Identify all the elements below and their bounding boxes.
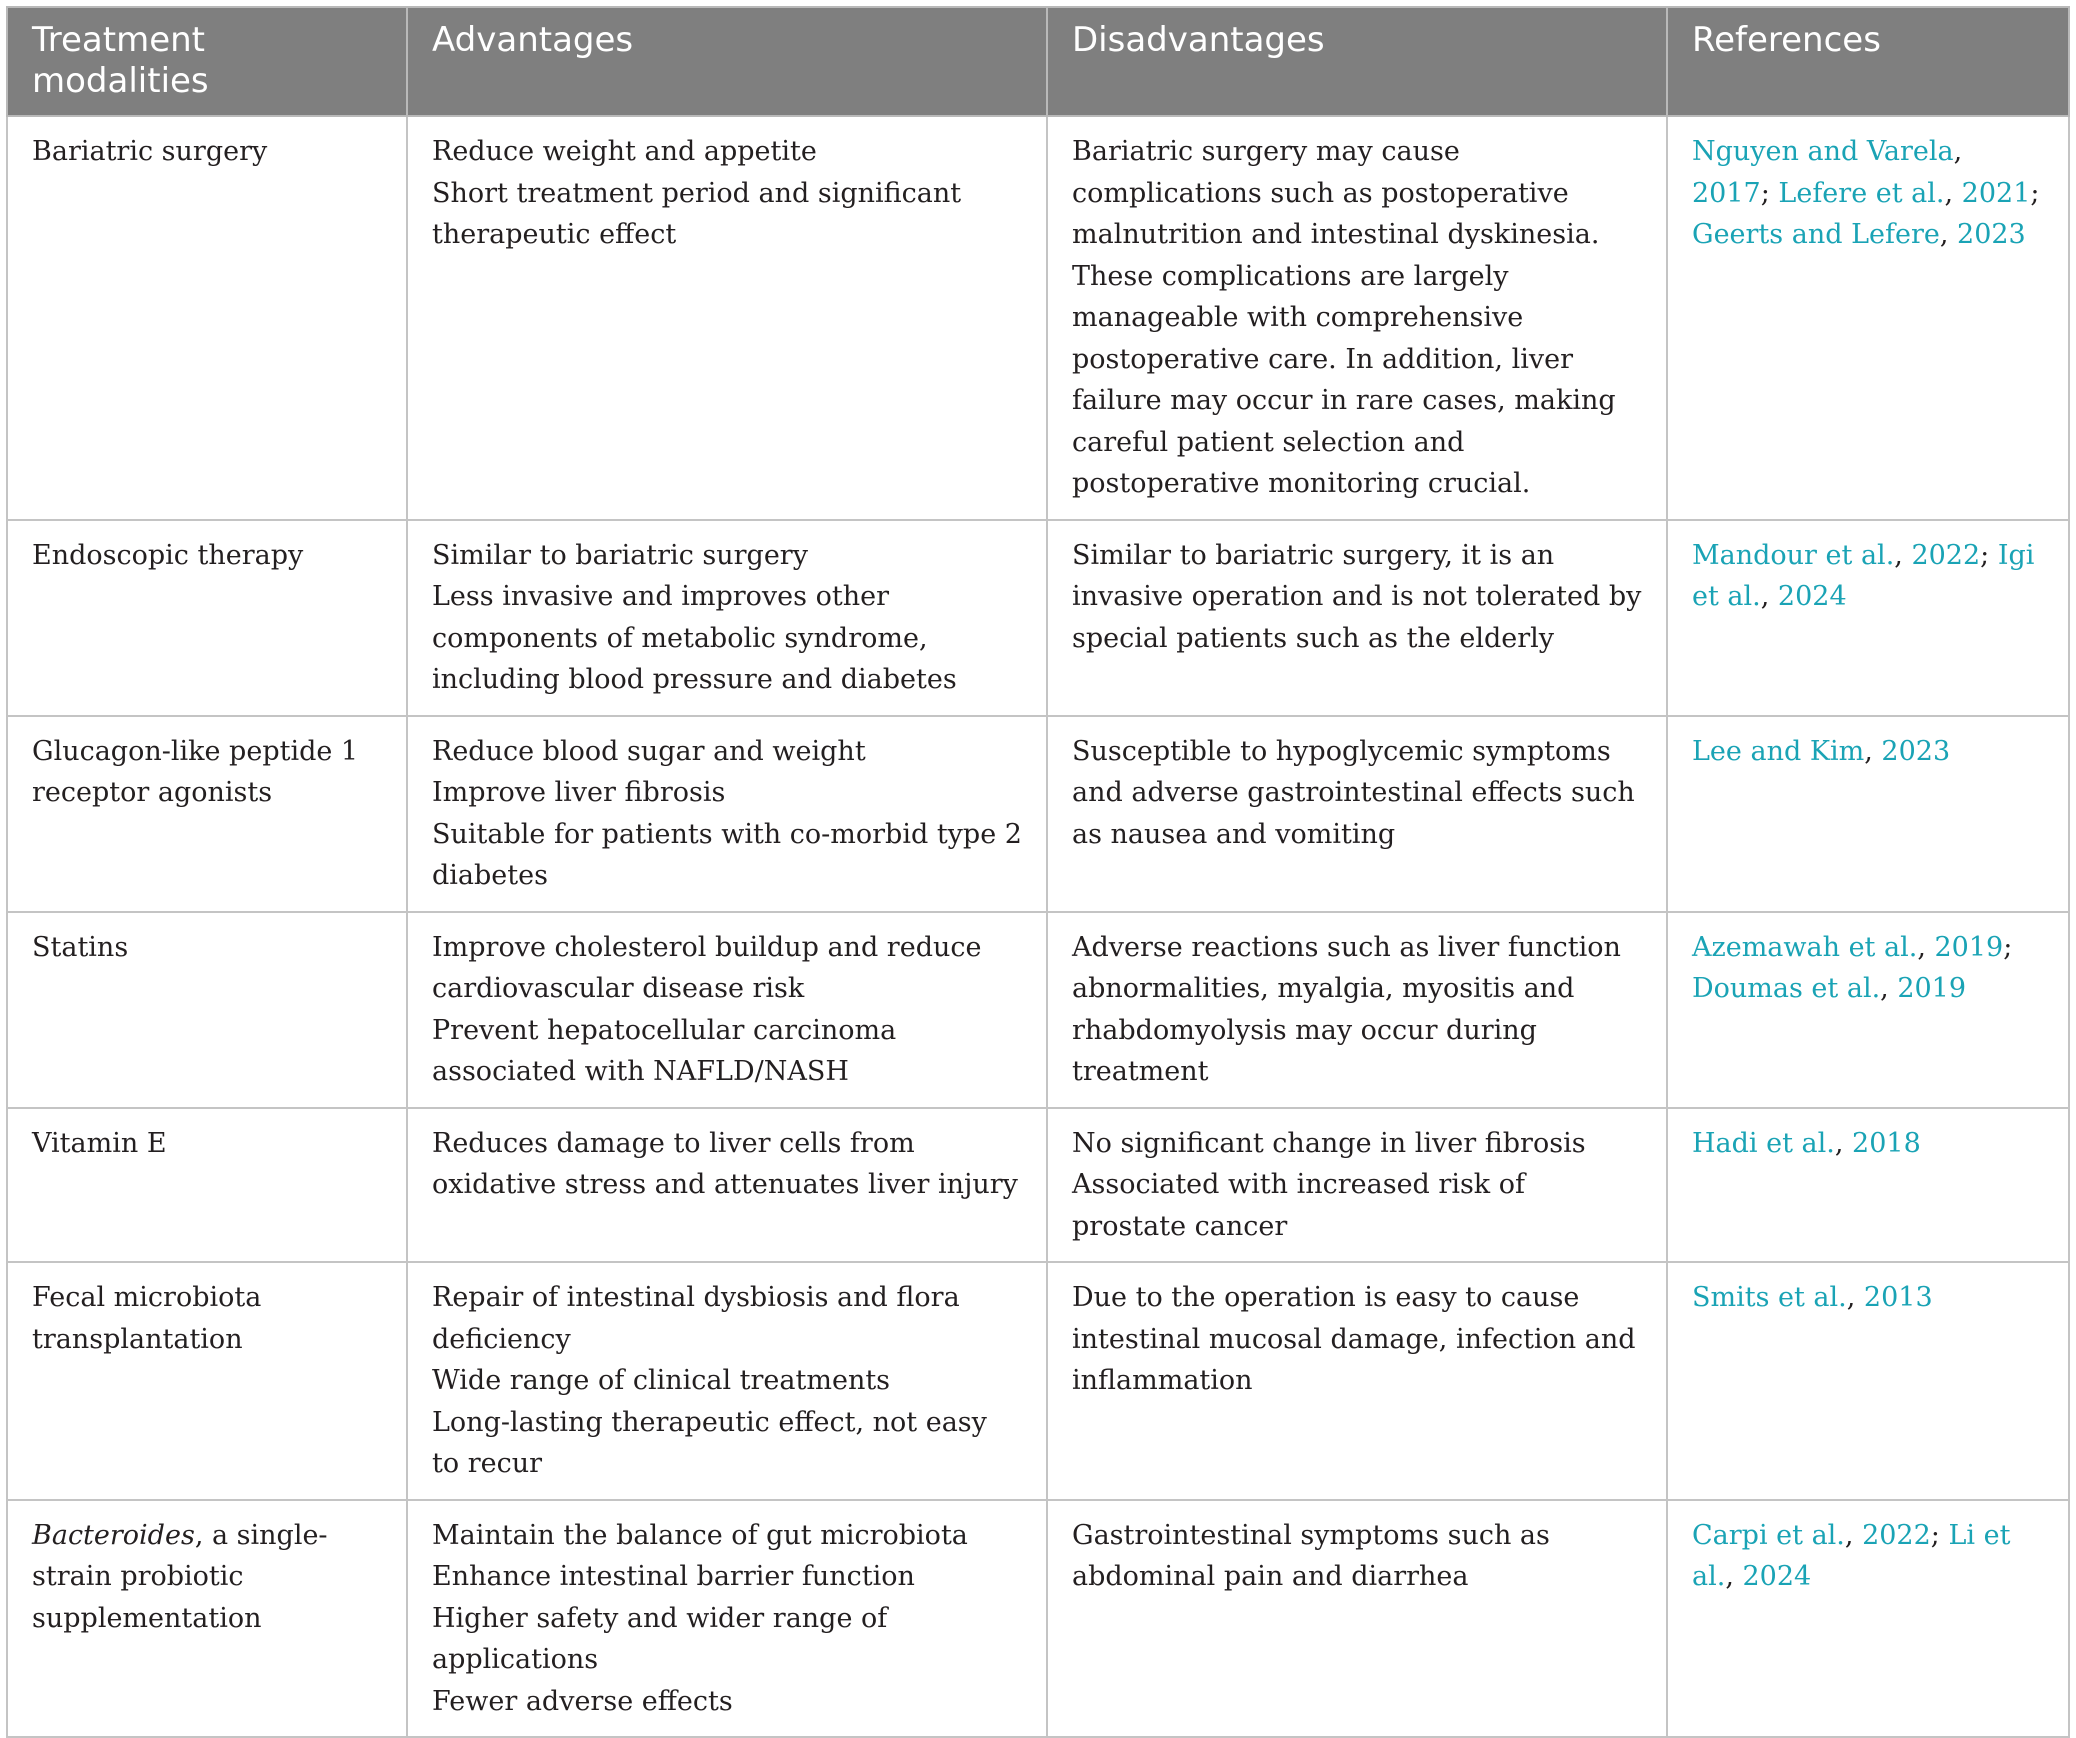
reference-year-link[interactable]: 2013 [1863,1282,1933,1313]
reference-year-link[interactable]: 2019 [1897,973,1967,1004]
cell-treatment-modality [7,716,407,912]
reference-year-link[interactable]: 2024 [1777,581,1847,612]
cell-treatment-modality [7,520,407,716]
cell-treatment-modality [7,116,407,520]
cell-treatment-modality [7,1500,407,1738]
treatment-table [6,6,2070,1738]
advantage-item: Fewer adverse effects [432,1685,733,1717]
cell-treatment-modality [7,912,407,1108]
cell-advantages [407,116,1047,520]
reference-year-link[interactable]: 2023 [1881,735,1951,767]
advantage-item: Enhance intestinal barrier function [432,1561,915,1592]
disadvantage-item: Gastrointestinal symptoms such as abdominal pain and diarrhea [1072,1519,1550,1592]
reference-author-link[interactable]: Geerts and Lefere [1692,219,1940,250]
treatment-table-container [6,6,2068,1738]
advantage-item: Less invasive and improves other components of metabolic syndrome, including blood pressure and diabetes [432,581,957,695]
advantage-item: Similar to bariatric surgery [432,539,808,571]
disadvantage-item: Due to the operation is easy to cause intestinal mucosal damage, infection and inflammation [1072,1282,1636,1396]
advantage-item: Improve liver fibrosis [432,777,726,808]
table-row [7,1500,2069,1738]
modality-text: Endoscopic therapy [32,539,304,571]
header-treatment-modalities: Treatment modalities [7,7,407,116]
cell-references: Azemawah et al., 2019; Doumas et al., 2019 [1667,912,2069,1108]
cell-disadvantages [1047,1108,1667,1263]
reference-year-link[interactable]: 2021 [1961,177,2031,209]
table-row [7,716,2069,912]
reference-year-link[interactable]: 2023 [1957,219,2026,250]
cell-references: Mandour et al., 2022; Igi et al., 2024 [1667,520,2069,716]
header-disadvantages: Disadvantages [1047,7,1667,116]
cell-disadvantages [1047,116,1667,520]
cell-advantages [407,1500,1047,1738]
cell-disadvantages [1047,520,1667,716]
advantage-item: Long-lasting therapeutic effect, not easy to recur [432,1406,987,1479]
cell-references: Hadi et al., 2018 [1667,1108,2069,1263]
advantage-item: Short treatment period and significant therapeutic effect [432,177,962,250]
reference-author-link[interactable]: Azemawah et al. [1692,931,1918,963]
cell-advantages [407,1108,1047,1263]
reference-year-link[interactable]: 2019 [1934,931,2004,963]
disadvantage-item: Similar to bariatric surgery, it is an invasive operation and is not tolerated by special patients such as the elderly [1072,539,1642,654]
advantage-item: Suitable for patients with co-morbid type 2 diabetes [432,818,1022,891]
cell-disadvantages [1047,1262,1667,1500]
disadvantage-item: Associated with increased risk of prostate cancer [1072,1169,1526,1242]
table-row [7,520,2069,716]
reference-author-link[interactable]: Lefere et al. [1778,177,1945,209]
advantage-item: Reduces damage to liver cells from oxidative stress and attenuates liver injury [432,1127,1018,1200]
cell-disadvantages [1047,716,1667,912]
disadvantage-item: No significant change in liver fibrosis [1072,1127,1586,1159]
reference-author-link[interactable]: Mandour et al. [1692,539,1895,571]
advantage-item: Higher safety and wider range of applications [432,1602,888,1675]
reference-author-link[interactable]: Igi et al. [1692,539,2035,612]
modality-text: Statins [32,931,129,963]
table-row [7,1108,2069,1263]
reference-author-link[interactable]: Li et al. [1692,1519,2011,1592]
modality-text: Vitamin E [32,1127,167,1159]
reference-year-link[interactable]: 2018 [1852,1127,1921,1159]
disadvantage-item: Bariatric surgery may cause complications such as postoperative malnutrition and intestinal dyskinesia. These complications are largely manageable with comprehensive postoperative care. In addition, liver failure may occur in rare cases, making careful patient selection and postoperative monitoring crucial. [1072,136,1616,499]
reference-year-link[interactable]: 2022 [1862,1519,1931,1551]
table-row [7,1262,2069,1500]
reference-author-link[interactable]: Hadi et al. [1692,1127,1835,1159]
modality-text: Bariatric surgery [32,136,268,167]
reference-author-link[interactable]: Smits et al. [1692,1282,1847,1313]
reference-year-link[interactable]: 2024 [1742,1561,1812,1592]
cell-disadvantages [1047,1500,1667,1738]
header-advantages: Advantages [407,7,1047,116]
modality-text: Glucagon-like peptide 1 receptor agonists [32,735,359,808]
advantage-item: Maintain the balance of gut microbiota [432,1519,968,1551]
modality-text: Fecal microbiota transplantation [32,1282,262,1355]
table-row [7,912,2069,1108]
advantage-item: Wide range of clinical treatments [432,1365,891,1396]
table-row [7,116,2069,520]
reference-year-link[interactable]: 2017 [1692,177,1761,209]
cell-advantages [407,1262,1047,1500]
advantage-item: Reduce weight and appetite [432,136,817,167]
cell-treatment-modality [7,1262,407,1500]
cell-treatment-modality [7,1108,407,1263]
table-header-row [7,7,2069,116]
advantage-item: Prevent hepatocellular carcinoma associated with NAFLD/NASH [432,1014,897,1087]
modality-text: , a single-strain probiotic supplementation [32,1519,328,1634]
disadvantage-item: Susceptible to hypoglycemic symptoms and adverse gastrointestinal effects such as nausea and vomiting [1072,735,1635,850]
table-body [7,116,2069,1737]
cell-advantages [407,912,1047,1108]
reference-author-link[interactable]: Carpi et al. [1692,1519,1845,1551]
cell-references: Carpi et al., 2022; Li et al., 2024 [1667,1500,2069,1738]
advantage-item: Repair of intestinal dysbiosis and flora deficiency [432,1282,960,1355]
cell-references: Smits et al., 2013 [1667,1262,2069,1500]
reference-author-link[interactable]: Nguyen and Varela [1692,136,1954,167]
disadvantage-item: Adverse reactions such as liver function abnormalities, myalgia, myositis and rhabdomyolysis may occur during treatment [1072,931,1621,1087]
modality-italic-text: Bacteroides [32,1519,195,1551]
reference-author-link[interactable]: Lee and Kim [1692,735,1865,767]
cell-advantages [407,716,1047,912]
cell-advantages [407,520,1047,716]
cell-disadvantages [1047,912,1667,1108]
advantage-item: Improve cholesterol buildup and reduce cardiovascular disease risk [432,931,982,1004]
cell-references: Nguyen and Varela, 2017; Lefere et al., 2021; Geerts and Lefere, 2023 [1667,116,2069,520]
reference-year-link[interactable]: 2022 [1911,539,1981,571]
header-references: References [1667,7,2069,116]
cell-references: Lee and Kim, 2023 [1667,716,2069,912]
advantage-item: Reduce blood sugar and weight [432,735,866,767]
reference-author-link[interactable]: Doumas et al. [1692,973,1881,1004]
